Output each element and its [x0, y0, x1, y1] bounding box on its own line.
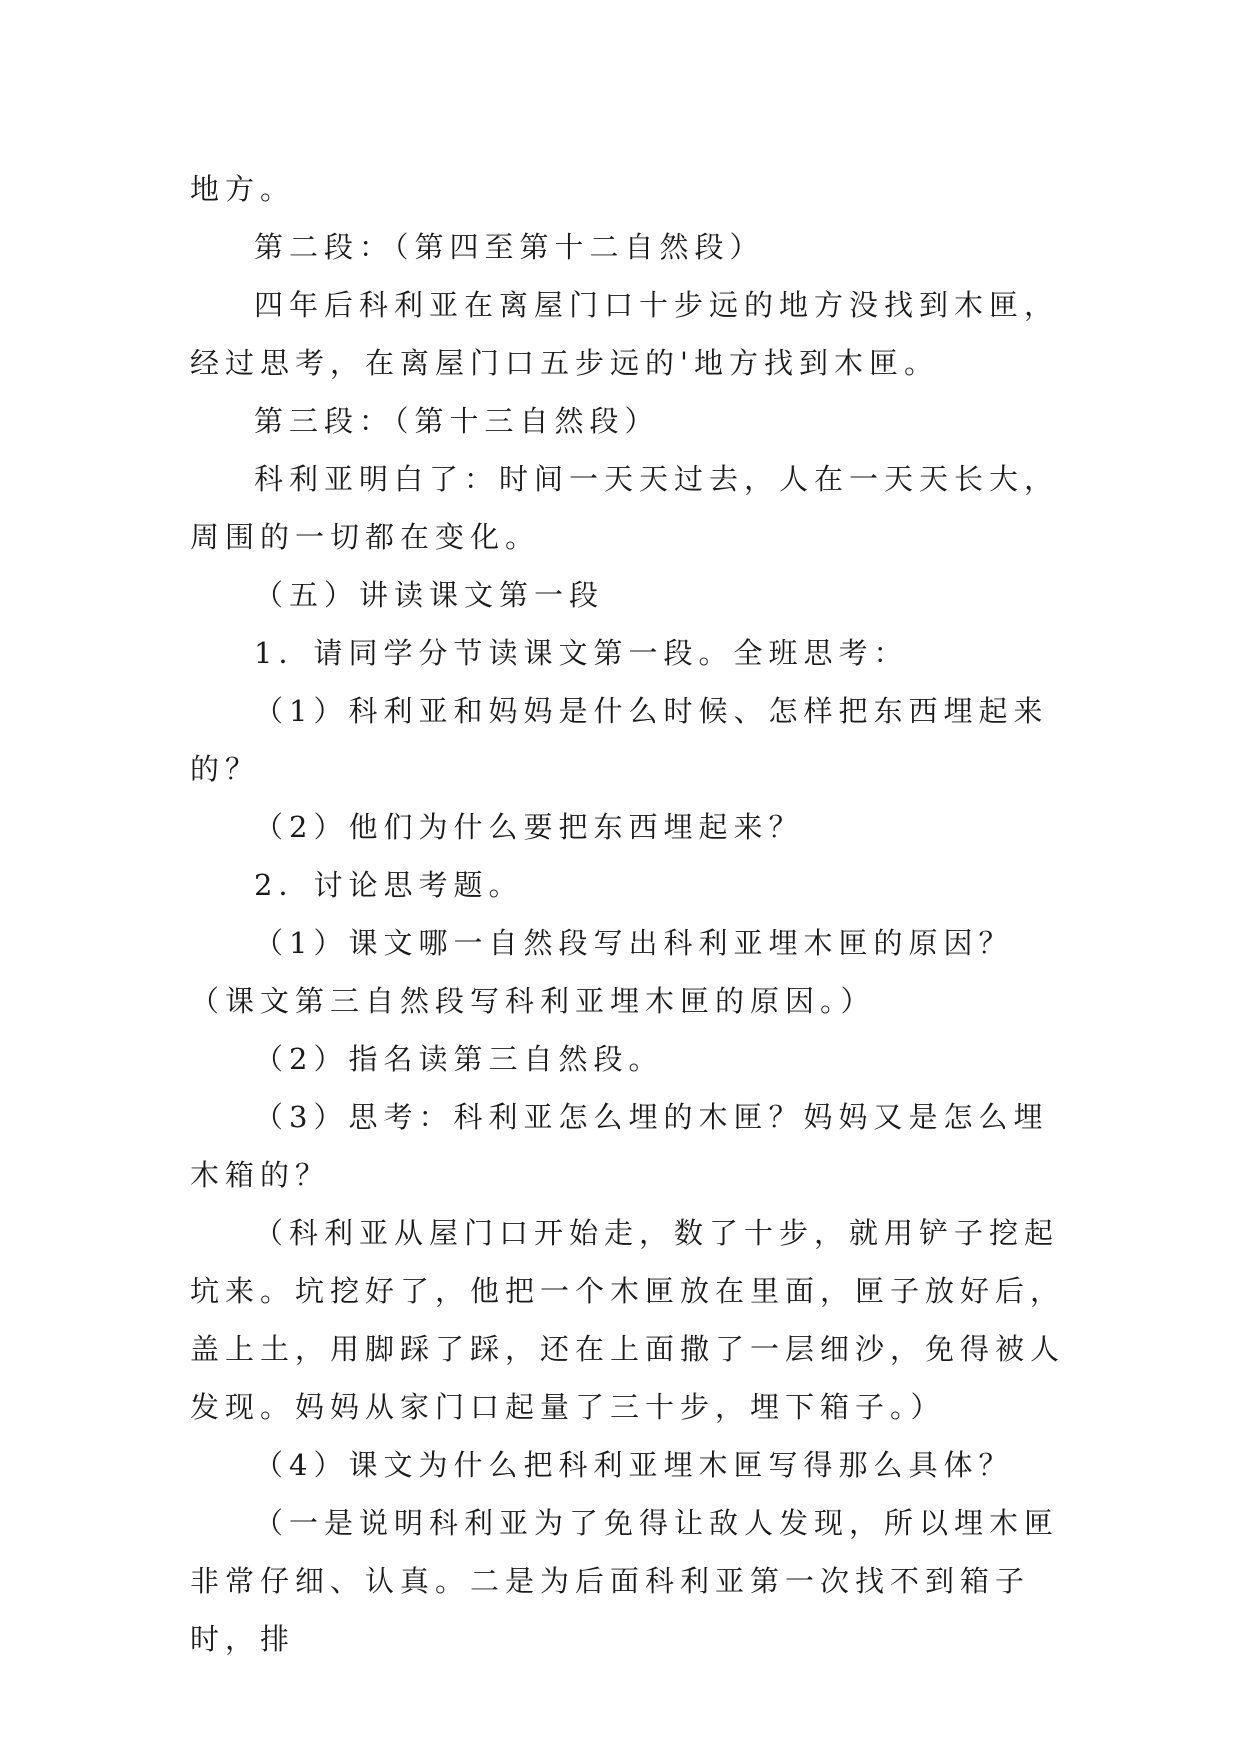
section-heading: （五）讲读课文第一段: [254, 578, 605, 612]
answer-paragraph: （一是说明科利亚为了免得让敌人发现，所以埋木匣非常仔细、认真。二是为后面科利亚第一次找不到箱子时，排: [190, 1506, 1060, 1656]
list-item: 1．请同学分节读课文第一段。全班思考：: [254, 636, 909, 670]
question-item: （1）课文哪一自然段写出科利亚埋木匣的原因？（课文第三自然段写科利亚埋木匣的原因。）: [190, 926, 1014, 1018]
section-heading: 第三段：（第十三自然段）: [254, 404, 660, 438]
question-item: （3）思考：科利亚怎么埋的木匣？妈妈又是怎么埋木箱的？: [190, 1100, 1049, 1192]
question-item: （4）课文为什么把科利亚埋木匣写得那么具体？: [254, 1448, 1014, 1482]
question-item: （2）他们为什么要把东西埋起来？: [254, 810, 804, 844]
answer-paragraph: （科利亚从屋门口开始走，数了十步，就用铲子挖起坑来。坑挖好了，他把一个木匣放在里面，匣子放好后，盖上土，用脚踩了踩，还在上面撒了一层细沙，免得被人发现。妈妈从家门口起量了三十步，埋下箱子。）: [190, 1216, 1066, 1424]
list-item: 2．讨论思考题。: [254, 868, 524, 902]
paragraph: 地方。: [190, 172, 296, 206]
paragraph: 四年后科利亚在离屋门口十步远的地方没找到木匣，经过思考，在离屋门口五步远的'地方找到木匣。: [190, 288, 1060, 380]
section-heading: 第二段：（第四至第十二自然段）: [254, 230, 765, 264]
question-item: （1）科利亚和妈妈是什么时候、怎样把东西埋起来的？: [190, 694, 1049, 786]
question-item: （2）指名读第三自然段。: [254, 1042, 664, 1076]
document-body: [190, 160, 1070, 1668]
paragraph: 科利亚明白了：时间一天天过去，人在一天天长大，周围的一切都在变化。: [190, 462, 1060, 554]
